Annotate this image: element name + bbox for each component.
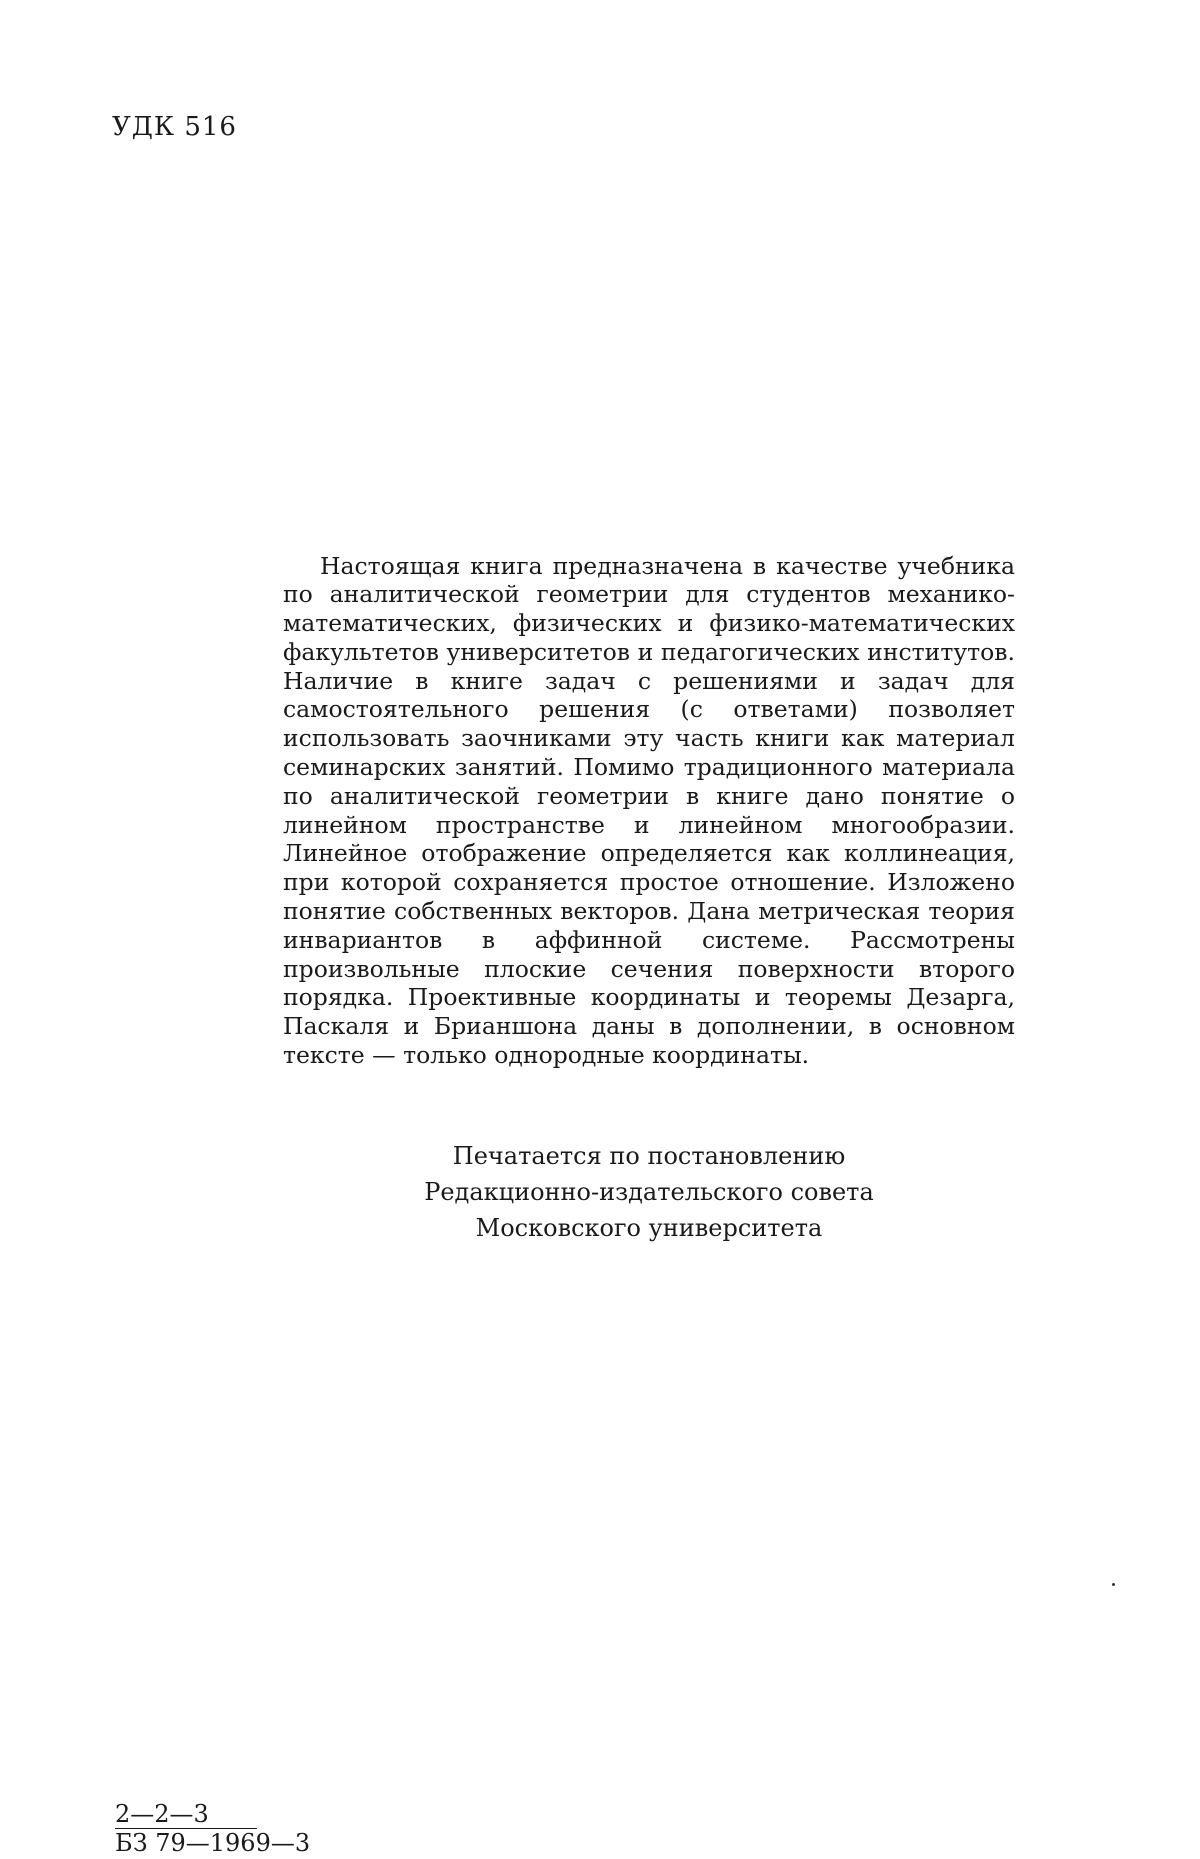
decision-line-1: Печатается по постановлению: [452, 1142, 846, 1170]
publication-code-line-1: 2—2—3: [115, 1800, 257, 1829]
print-speck: [1112, 1583, 1115, 1586]
decision-line-2: Редакционно-издательского совета: [424, 1178, 874, 1206]
publication-code: [115, 1800, 310, 1857]
publication-code-line-2: БЗ 79—1969—3: [115, 1829, 311, 1857]
decision-line-3: Московского университета: [475, 1214, 823, 1242]
book-annotation: Настоящая книга предназначена в качестве учебника по аналитической геометрии для студентов механико-математических, физических и физико-математических факультетов университетов и педагогических институтов. Наличие в книге задач с решениями и задач для самостоятельного решения (с ответами) позволяет использовать заочниками эту часть книги как материал семинарских занятий. Помимо традиционного материала по аналитической геометрии в книге дано понятие о линейном пространстве и линейном многообразии. Линейное отображение определяется как коллинеация, при которой сохраняется простое отношение. Изложено понятие собственных векторов. Дана метрическая теория инвариантов в аффинной системе. Рассмотрены произвольные плоские сечения поверхности второго порядка. Проективные координаты и теоремы Дезарга, Паскаля и Брианшона даны в дополнении, в основном тексте — только однородные координаты.: [283, 551, 1015, 1070]
udc-code: УДК 516: [112, 112, 237, 142]
publication-decision: [283, 1138, 1015, 1246]
